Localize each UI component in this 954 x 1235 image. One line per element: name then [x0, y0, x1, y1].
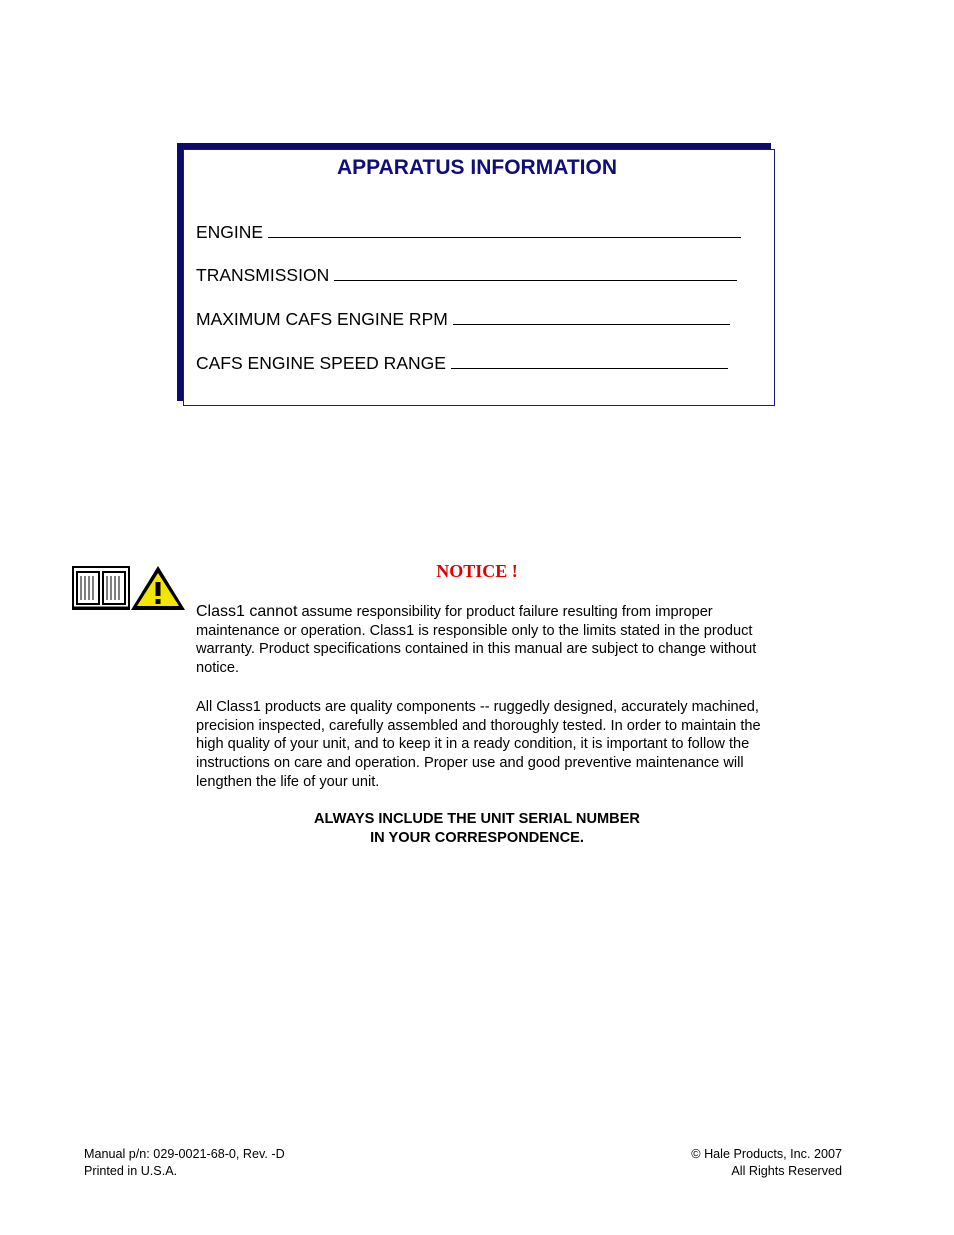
blank-line [334, 266, 737, 281]
rights-reserved: All Rights Reserved [731, 1163, 842, 1178]
paragraph-lead: Class1 cannot [196, 603, 298, 620]
printed-in: Printed in U.S.A. [84, 1163, 178, 1178]
field-speed-range [196, 353, 728, 374]
serial-number-line-2: IN YOUR CORRESPONDENCE. [370, 830, 584, 846]
copyright: © Hale Products, Inc. 2007 [691, 1147, 842, 1161]
paragraph-text: assume responsibility for product failure resulting from improper maintenance or operation. Class1 is responsible only to the limits stated in the product warranty. Product specifications contained in this manual are subject to change without notice. [196, 604, 757, 677]
footer-right [691, 1146, 842, 1179]
field-label: MAXIMUM CAFS ENGINE RPM [196, 309, 448, 329]
blank-line [268, 223, 741, 238]
field-engine [196, 222, 741, 243]
field-transmission [196, 265, 737, 286]
field-label: TRANSMISSION [196, 265, 330, 285]
blank-line [453, 310, 730, 325]
field-label: ENGINE [196, 222, 264, 242]
notice-paragraph-liability [196, 603, 761, 678]
apparatus-title: APPARATUS INFORMATION [337, 156, 617, 179]
manual-part-number: Manual p/n: 029-0021-68-0, Rev. -D [84, 1147, 285, 1161]
field-max-rpm [196, 309, 730, 330]
serial-number-line-1: ALWAYS INCLUDE THE UNIT SERIAL NUMBER [314, 811, 640, 827]
blank-line [451, 354, 728, 369]
notice-title: NOTICE ! [436, 561, 518, 581]
notice-paragraph-quality: All Class1 products are quality components -- ruggedly designed, accurately machined, precision inspected, carefully assembled and thoroughly tested. In order to maintain the high quality of your unit, and to keep it in a ready condition, it is important to follow the instructions on care and operation. Proper use and good preventive maintenance will lengthen the life of your unit. [196, 699, 761, 790]
field-label: CAFS ENGINE SPEED RANGE [196, 353, 446, 373]
footer-left [84, 1146, 285, 1179]
